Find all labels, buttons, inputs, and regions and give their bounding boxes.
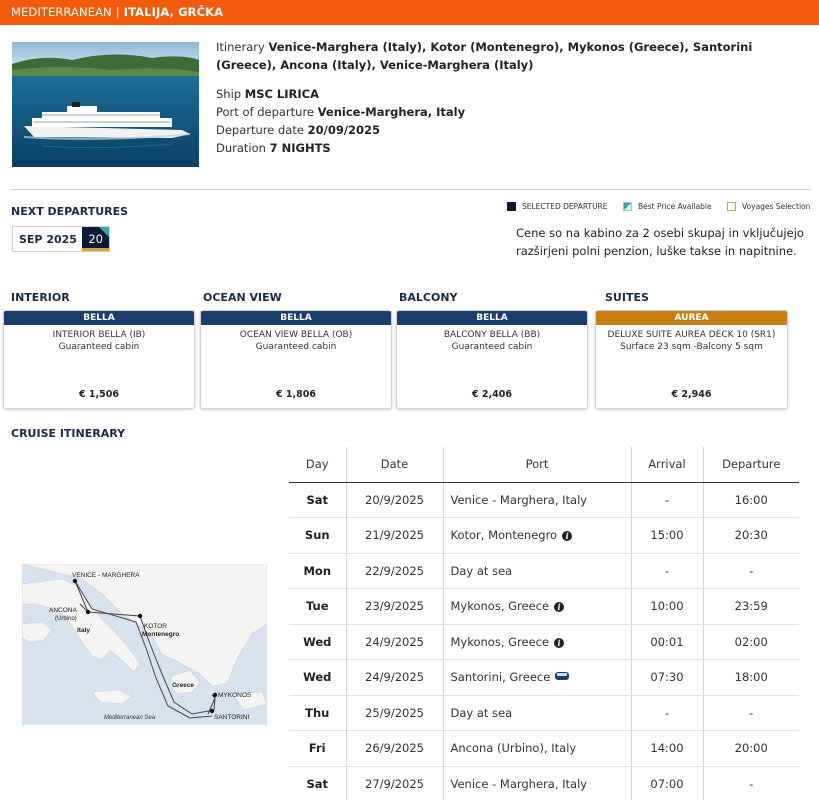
- map-label-kotor: KOTOR: [144, 623, 167, 630]
- port-name: Santorini, Greece: [450, 670, 551, 685]
- row-arrival: 07:00: [631, 766, 703, 800]
- cabin-price: € 2,406: [472, 389, 512, 400]
- duration-label: Duration: [216, 141, 266, 155]
- row-arrival: 07:30: [631, 660, 703, 696]
- table-row: [289, 660, 799, 696]
- port-name: Day at sea: [450, 705, 513, 720]
- table-row: [289, 553, 799, 589]
- map-label-santorini: SANTORINI: [214, 714, 250, 721]
- col-port: Port: [443, 447, 631, 482]
- region-bar: [0, 0, 819, 25]
- cabin-detail: Guaranteed cabin: [58, 342, 140, 352]
- row-date: 24/9/2025: [346, 624, 443, 660]
- itinerary-header-row: [289, 447, 799, 482]
- duration-value: 7 NIGHTS: [269, 141, 331, 155]
- map-label-ancona-sub: (Urbino): [55, 616, 77, 622]
- cabin-tier: BELLA: [4, 311, 194, 325]
- row-day: Wed: [289, 624, 346, 660]
- row-departure: -: [703, 766, 799, 800]
- info-icon[interactable]: i: [554, 602, 564, 612]
- port-name: Mykonos, Greece: [450, 634, 550, 649]
- cabin-tier: AUREA: [596, 311, 787, 325]
- duration-line: [216, 139, 796, 157]
- price-note: Cene so na kabino za 2 osebi skupaj in vključujejo razširjeni polni penzion, luške takse in napitnine.: [516, 226, 804, 258]
- row-port: [443, 731, 631, 767]
- port-line: [216, 103, 796, 121]
- port-name: Kotor, Montenegro: [450, 528, 558, 543]
- legend-best-label: Best Price Available: [638, 202, 712, 211]
- row-arrival: 00:01: [631, 624, 703, 660]
- port-name: Ancona (Urbino), Italy: [450, 741, 577, 756]
- map-label-ancona: ANCONA: [49, 607, 77, 614]
- row-date: 22/9/2025: [346, 553, 443, 589]
- best-price-swatch: [623, 202, 632, 211]
- ship-line: [216, 85, 796, 103]
- date-line: [216, 121, 796, 139]
- row-day: Fri: [289, 731, 346, 767]
- date-label: Departure date: [216, 123, 304, 137]
- row-port: [443, 766, 631, 800]
- row-day: Tue: [289, 589, 346, 625]
- cabin-detail: Surface 23 sqm -Balcony 5 sqm: [620, 342, 763, 352]
- row-departure: 18:00: [703, 660, 799, 696]
- port-name: Venice - Marghera, Italy: [450, 776, 588, 791]
- category-interior: INTERIOR: [11, 291, 70, 304]
- row-arrival: -: [631, 482, 703, 518]
- port-label: Port of departure: [216, 105, 314, 119]
- departure-date-button[interactable]: [12, 226, 110, 252]
- table-row: [289, 766, 799, 800]
- row-date: 26/9/2025: [346, 731, 443, 767]
- map-label-montenegro: Montenegro: [142, 631, 180, 638]
- cabin-card-suites[interactable]: [595, 310, 788, 409]
- category-suites: SUITES: [605, 291, 649, 304]
- cruise-itinerary-title: CRUISE ITINERARY: [11, 427, 126, 440]
- port-value: Venice-Marghera, Italy: [317, 105, 466, 119]
- route-map: [22, 564, 267, 725]
- legend-voyages-label: Voyages Selection: [742, 202, 811, 211]
- table-row: [289, 482, 799, 518]
- row-departure: -: [703, 695, 799, 731]
- cabin-name: OCEAN VIEW BELLA (OB): [239, 330, 353, 340]
- row-port: [443, 518, 631, 554]
- map-label-sea: Mediterranean Sea: [104, 715, 156, 721]
- map-label-italy: Italy: [77, 627, 91, 634]
- col-date: Date: [346, 447, 443, 482]
- tender-boat-icon[interactable]: [555, 672, 569, 680]
- map-label-venice: VENICE - MARGHERA: [72, 572, 140, 579]
- itinerary-line: [216, 38, 796, 74]
- next-departures-title: NEXT DEPARTURES: [11, 205, 129, 218]
- row-day: Thu: [289, 695, 346, 731]
- row-departure: 20:00: [703, 731, 799, 767]
- cabin-price: € 1,506: [79, 389, 119, 400]
- best-price-marker: [99, 227, 109, 237]
- row-day: Sat: [289, 766, 346, 800]
- departure-month: SEP 2025: [19, 232, 77, 246]
- row-port: [443, 695, 631, 731]
- col-departure: Departure: [703, 447, 799, 482]
- cabin-detail: Guaranteed cabin: [255, 342, 337, 352]
- row-port: [443, 589, 631, 625]
- row-day: Mon: [289, 553, 346, 589]
- row-day: Wed: [289, 660, 346, 696]
- map-label-mykonos: MYKONOS: [218, 692, 252, 699]
- info-icon[interactable]: i: [562, 531, 572, 541]
- port-name: Mykonos, Greece: [450, 599, 550, 614]
- ship-value: MSC LIRICA: [244, 87, 320, 101]
- legend-voyages: [727, 202, 810, 211]
- ship-label: Ship: [216, 87, 242, 101]
- cabin-tier: BELLA: [397, 311, 587, 325]
- table-row: [289, 731, 799, 767]
- date-value: 20/09/2025: [307, 123, 381, 137]
- ship-photo: [12, 42, 199, 167]
- port-name: Day at sea: [450, 563, 513, 578]
- legend-selected: [507, 202, 608, 211]
- port-name: Venice - Marghera, Italy: [450, 492, 588, 507]
- voyages-selection-marker: [82, 248, 109, 251]
- cruise-details: [216, 38, 796, 157]
- row-arrival: -: [631, 553, 703, 589]
- cabin-name: DELUXE SUITE AUREA DECK 10 (SR1): [607, 330, 776, 340]
- itinerary-value: Venice-Marghera (Italy), Kotor (Montenegro), Mykonos (Greece), Santorini (Greece), Ancona (Italy), Venice-Marghera (Italy): [216, 40, 753, 72]
- cabin-card-balcony[interactable]: [396, 310, 588, 409]
- row-port: [443, 482, 631, 518]
- region-label: MEDITERRANEAN: [11, 5, 112, 19]
- itinerary-label: Itinerary: [216, 40, 265, 54]
- cabin-price: € 2,946: [671, 389, 712, 400]
- category-ocean-view: OCEAN VIEW: [203, 291, 282, 304]
- cabin-price: € 1,806: [276, 389, 316, 400]
- row-day: Sat: [289, 482, 346, 518]
- row-port: [443, 553, 631, 589]
- row-date: 27/9/2025: [346, 766, 443, 800]
- cabin-card-ocean-view[interactable]: [200, 310, 392, 409]
- map-label-greece: Greece: [172, 682, 195, 689]
- legend-selected-label: SELECTED DEPARTURE: [522, 202, 608, 211]
- cabin-name: INTERIOR BELLA (IB): [52, 330, 146, 340]
- row-port: [443, 624, 631, 660]
- cabin-name: BALCONY BELLA (BB): [443, 330, 541, 340]
- row-date: 21/9/2025: [346, 518, 443, 554]
- table-row: [289, 624, 799, 660]
- table-row: [289, 695, 799, 731]
- row-arrival: 10:00: [631, 589, 703, 625]
- col-arrival: Arrival: [631, 447, 703, 482]
- row-arrival: 14:00: [631, 731, 703, 767]
- itinerary-table: [289, 447, 799, 800]
- table-row: [289, 518, 799, 554]
- departure-day-number: 20: [88, 232, 103, 246]
- row-date: 25/9/2025: [346, 695, 443, 731]
- row-day: Sun: [289, 518, 346, 554]
- table-row: [289, 589, 799, 625]
- row-departure: -: [703, 553, 799, 589]
- cabin-card-interior[interactable]: [3, 310, 195, 409]
- departure-day: [82, 227, 109, 251]
- destination-label: ITALIJA, GRČKA: [123, 5, 224, 19]
- row-date: 23/9/2025: [346, 589, 443, 625]
- info-icon[interactable]: i: [554, 638, 564, 648]
- selected-departure-swatch: [507, 202, 516, 211]
- row-arrival: 15:00: [631, 518, 703, 554]
- region-separator: |: [115, 5, 120, 19]
- row-departure: 02:00: [703, 624, 799, 660]
- row-arrival: -: [631, 695, 703, 731]
- cabin-detail: Guaranteed cabin: [451, 342, 533, 352]
- row-departure: 23:59: [703, 589, 799, 625]
- section-divider: [11, 189, 811, 190]
- col-day: Day: [289, 447, 346, 482]
- row-date: 20/9/2025: [346, 482, 443, 518]
- voyages-selection-swatch: [727, 202, 736, 211]
- row-port: [443, 660, 631, 696]
- row-date: 24/9/2025: [346, 660, 443, 696]
- cabin-tier: BELLA: [201, 311, 391, 325]
- row-departure: 20:30: [703, 518, 799, 554]
- category-balcony: BALCONY: [399, 291, 458, 304]
- legend-best: [623, 202, 712, 211]
- row-departure: 16:00: [703, 482, 799, 518]
